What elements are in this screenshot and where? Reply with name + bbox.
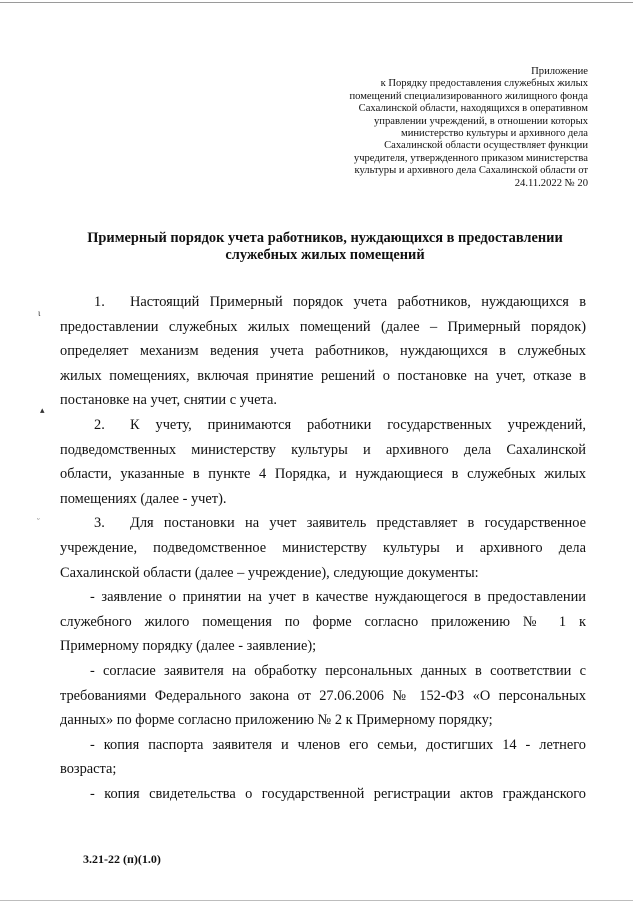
paragraph-2-number: 2. [94, 416, 105, 433]
document-body [60, 290, 586, 806]
paragraph-1-text: Настоящий Примерный порядок учета работников, нуждающихся в [130, 294, 586, 310]
list-item-line: возраста; [60, 761, 117, 778]
appendix-line: министерство культуры и архивного дела [401, 128, 588, 140]
list-item-line: - согласие заявителя на обработку персональных данных в соответствии с [90, 662, 586, 679]
paragraph-2-line: помещениях (далее - учет). [60, 490, 227, 507]
list-item-line: - копия свидетельства о государственной регистрации актов гражданского [90, 785, 586, 802]
list-item-line: - копия паспорта заявителя и членов его семьи, достигших 14 - летнего [90, 736, 586, 753]
appendix-note [298, 66, 588, 190]
appendix-line: культуры и архивного дела Сахалинской области от [354, 165, 588, 177]
paragraph-1-line: постановке на учет, снятии с учета. [60, 392, 277, 409]
list-item-line: служебного жилого помещения по форме согласно приложению № 1 к [60, 613, 586, 630]
paragraph-3-line: учреждение, подведомственное министерству культуры и архивного дела [60, 539, 586, 556]
paragraph-1-line: определяет механизм ведения учета работников, нуждающихся в служебных [60, 343, 586, 360]
paragraph-1-line: жилых помещениях, включая принятие решений о постановке на учет, отказе в [60, 367, 586, 384]
list-item-line: данных» по форме согласно приложению № 2 к Примерному порядку; [60, 712, 493, 729]
scan-edge-top [0, 2, 633, 3]
appendix-line: Приложение [531, 66, 588, 77]
paragraph-3-text: Для постановки на учет заявитель представляет в государственное [130, 515, 586, 532]
paragraph-3-number: 3. [94, 515, 105, 532]
scan-speck: ▴ [40, 405, 45, 415]
list-item-line: - заявление о принятии на учет в качестве нуждающегося в предоставлении [90, 589, 586, 606]
paragraph-3-line [60, 511, 586, 536]
list-item-line: Примерному порядку (далее - заявление); [60, 638, 317, 655]
appendix-line: учредителя, утвержденного приказом министерства [353, 152, 588, 164]
appendix-line: помещений специализированного жилищного фонда [349, 90, 588, 102]
paragraph-2-line [60, 413, 586, 438]
paragraph-3-line: Сахалинской области (далее – учреждение), следующие документы: [60, 564, 479, 581]
title-line-2: служебных жилых помещений [225, 247, 425, 263]
appendix-line: к Порядку предоставления служебных жилых [380, 78, 588, 90]
paragraph-2-line: области, указанные в пункте 4 Порядка, и нуждающиеся в служебных жилых [60, 466, 586, 483]
appendix-line: Сахалинской области осуществляет функции [384, 140, 588, 152]
list-item-line: требованиями Федерального закона от 27.06.2006 № 152-ФЗ «О персональных [60, 687, 586, 704]
paragraph-2-line: подведомственных министерству культуры и архивного дела Сахалинской [60, 441, 586, 458]
paragraph-1-line: предоставлении служебных жилых помещений (далее – Примерный порядок) [60, 318, 586, 335]
title-line-1: Примерный порядок учета работников, нуждающихся в предоставлении [87, 230, 563, 246]
appendix-line: управлении учреждений, в отношении которых [374, 115, 588, 127]
scan-speck: ι [38, 308, 41, 318]
document-code: 3.21-22 (п)(1.0) [83, 852, 161, 866]
scan-speck: ᵕ [37, 514, 40, 524]
scan-edge-bottom [0, 900, 633, 901]
document-title [60, 230, 590, 264]
appendix-line: Сахалинской области, находящихся в оперативном [358, 103, 588, 115]
appendix-line: 24.11.2022 № 20 [514, 177, 588, 189]
paragraph-2-text: К учету, принимаются работники государственных учреждений, [130, 416, 586, 433]
paragraph-1-line [60, 290, 586, 315]
paragraph-1-number: 1. [94, 294, 105, 310]
